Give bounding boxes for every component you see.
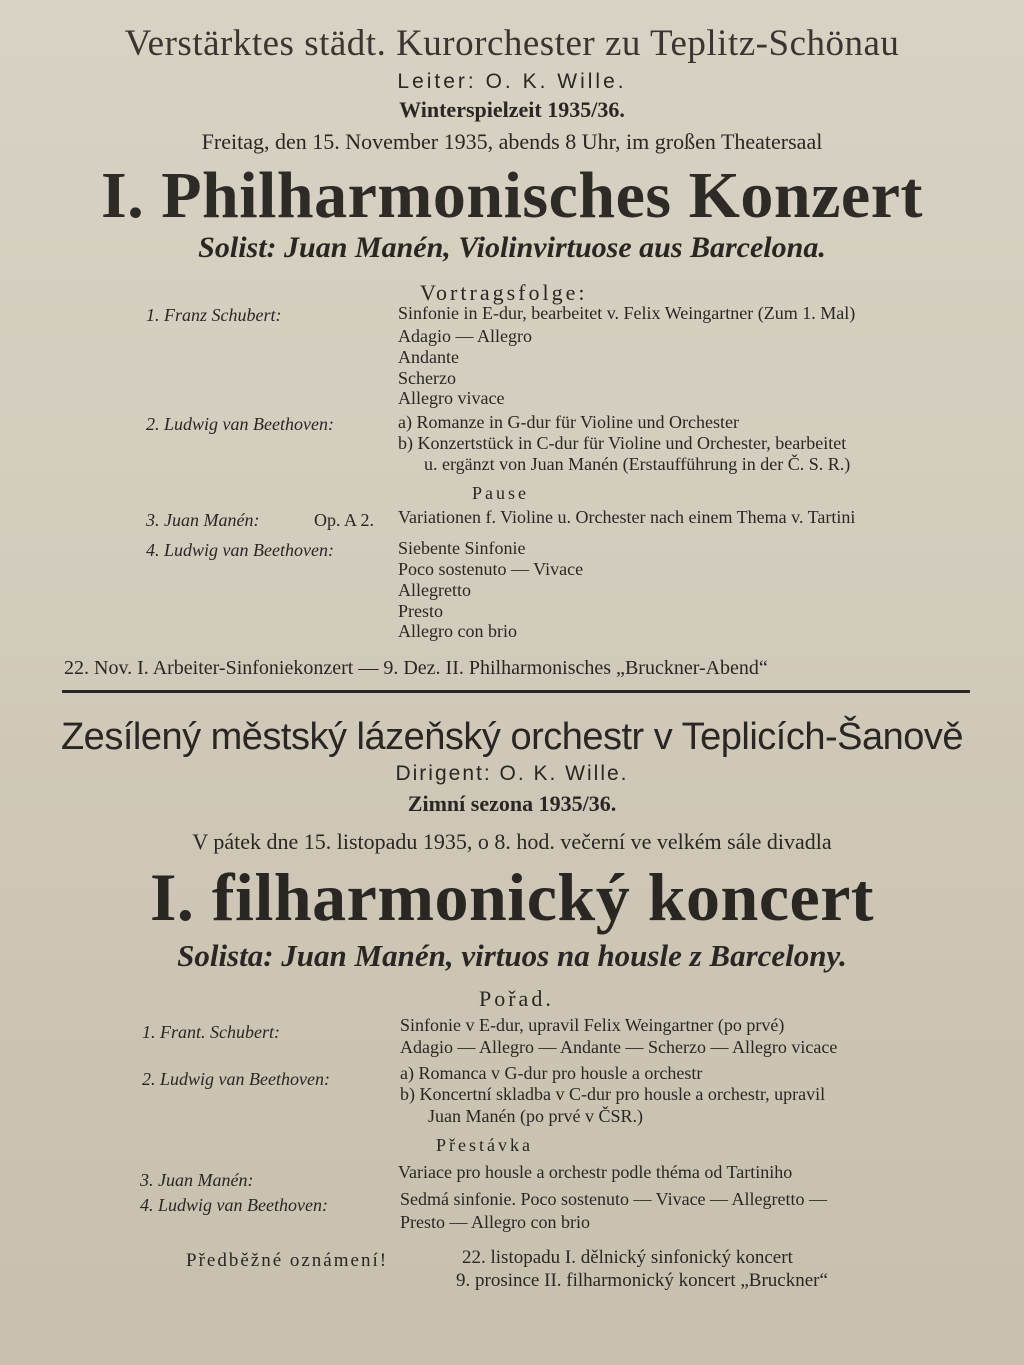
pause-label-de: Pause: [472, 483, 529, 503]
composer-label: 4. Ludwig van Beethoven:: [140, 1195, 328, 1215]
program-heading-de: Vortragsfolge:: [420, 280, 588, 305]
soloist-de: Solist: Juan Manén, Violinvirtuose aus Barcelona.: [198, 231, 826, 264]
conductor-cz: Dirigent: O. K. Wille.: [395, 762, 629, 785]
program-line: Allegretto: [398, 580, 471, 600]
concert-title-cz: I. filharmonický koncert: [149, 859, 875, 935]
composer-label: 1. Franz Schubert:: [146, 305, 282, 325]
season-cz: Zimní sezona 1935/36.: [407, 791, 617, 816]
program-line: Allegro con brio: [398, 621, 517, 641]
concert-date-cz: V pátek dne 15. listopadu 1935, o 8. hod. večerní ve velkém sále divadla: [192, 829, 832, 854]
program-line: Variace pro housle a orchestr podle théma od Tartiniho: [398, 1162, 793, 1182]
pause-label-cz: Přestávka: [436, 1135, 533, 1155]
composer-label: 2. Ludwig van Beethoven:: [146, 414, 334, 434]
announcement-de: 22. Nov. I. Arbeiter-Sinfoniekonzert — 9. Dez. II. Philharmonisches „Bruckner-Abend“: [64, 657, 768, 679]
announcement-line: 22. listopadu I. dělnický sinfonický koncert: [462, 1247, 793, 1268]
program-line: Siebente Sinfonie: [398, 538, 526, 558]
soloist-cz: Solista: Juan Manén, virtuos na housle z Barcelony.: [177, 938, 847, 973]
program-line: Sinfonie v E-dur, upravil Felix Weingartner (po prvé): [400, 1015, 785, 1035]
program-line: Adagio — Allegro: [398, 326, 532, 346]
program-line: Juan Manén (po prvé v ČSR.): [428, 1106, 643, 1126]
composer-label: 2. Ludwig van Beethoven:: [142, 1069, 330, 1089]
program-line: Andante: [398, 347, 459, 367]
composer-label: 3. Juan Manén:: [140, 1170, 254, 1190]
program-line: Presto: [398, 601, 443, 621]
concert-title-de: I. Philharmonisches Konzert: [101, 159, 923, 232]
composer-label: 3. Juan Manén:: [146, 510, 260, 530]
program-line: Allegro vivace: [398, 388, 505, 408]
program-line: u. ergänzt von Juan Manén (Erstaufführung in der Č. S. R.): [424, 454, 851, 474]
opus-label: Op. A 2.: [314, 510, 375, 530]
program-line: Adagio — Allegro — Andante — Scherzo — Allegro vicace: [400, 1037, 838, 1057]
section-divider: [62, 690, 970, 693]
announcement-line: 9. prosince II. filharmonický koncert „Bruckner“: [456, 1270, 828, 1291]
orchestra-name-de: Verstärktes städt. Kurorchester zu Teplitz-Schönau: [124, 23, 900, 64]
orchestra-name-cz: Zesílený městský lázeňský orchestr v Teplicích-Šanově: [60, 716, 964, 758]
announcement-label-cz: Předběžné oznámení!: [186, 1250, 389, 1271]
program-line: b) Konzertstück in C-dur für Violine und Orchester, bearbeitet: [398, 433, 847, 453]
composer-label: 1. Frant. Schubert:: [142, 1022, 280, 1042]
program-line: b) Koncertní skladba v C-dur pro housle a orchestr, upravil: [400, 1084, 826, 1104]
program-line: Sinfonie in E-dur, bearbeitet v. Felix Weingartner (Zum 1. Mal): [398, 303, 856, 323]
concert-date-de: Freitag, den 15. November 1935, abends 8 Uhr, im großen Theatersaal: [201, 129, 823, 154]
program-line: Scherzo: [398, 368, 456, 388]
program-line: Variationen f. Violine u. Orchester nach einem Thema v. Tartini: [398, 507, 856, 527]
composer-label: 4. Ludwig van Beethoven:: [146, 540, 334, 560]
program-line: Sedmá sinfonie. Poco sostenuto — Vivace — Allegretto —: [400, 1189, 828, 1209]
program-line: Poco sostenuto — Vivace: [398, 559, 584, 579]
program-line: a) Romanca v G-dur pro housle a orchestr: [400, 1063, 703, 1083]
program-heading-cz: Pořad.: [479, 986, 554, 1011]
season-de: Winterspielzeit 1935/36.: [399, 97, 625, 122]
conductor-de: Leiter: O. K. Wille.: [397, 70, 627, 93]
program-line: a) Romanze in G-dur für Violine und Orchester: [398, 412, 739, 432]
program-line: Presto — Allegro con brio: [400, 1212, 590, 1232]
